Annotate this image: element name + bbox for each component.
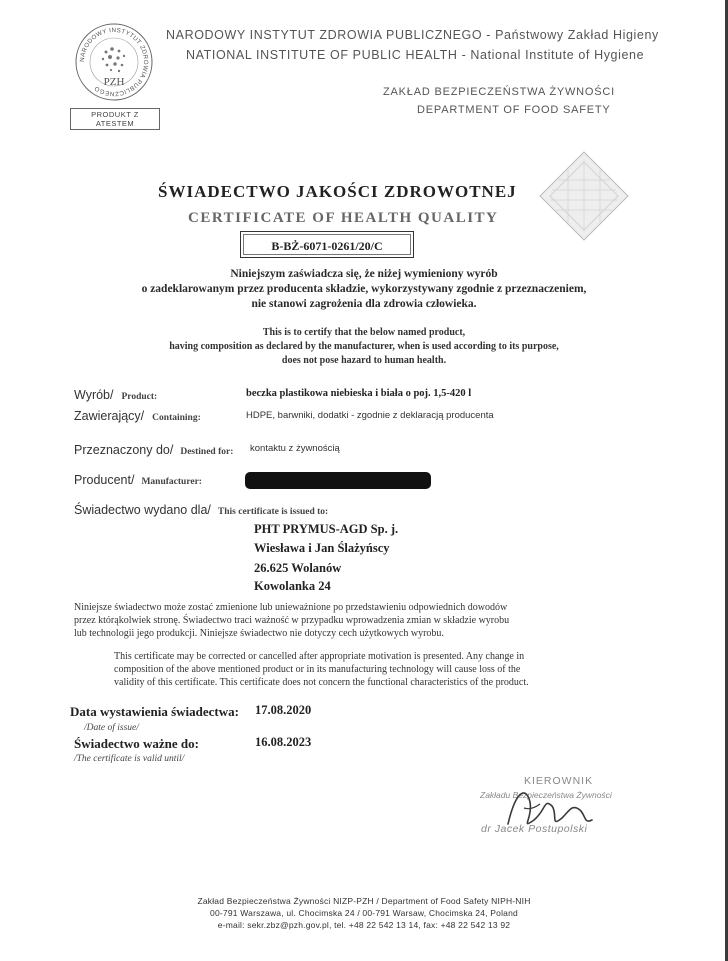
footer-line-2: 00-791 Warszawa, ul. Chocimska 24 / 00-791 Warsaw, Chocimska 24, Poland xyxy=(210,908,518,918)
certificate-title-pl: ŚWIADECTWO JAKOŚCI ZDROWOTNEJ xyxy=(158,182,517,201)
intro-pl-line-3: nie stanowi zagrożenia dla zdrowia człowieka. xyxy=(251,298,477,310)
issue-date-label: Data wystawienia świadectwa: xyxy=(70,704,239,719)
containing-label-en: Containing: xyxy=(152,413,201,423)
product-value: beczka plastikowa niebieska i biała o poj. 1,5-420 l xyxy=(246,388,472,399)
containing-label: Zawierający/ xyxy=(74,409,145,423)
header-line-1: NARODOWY INSTYTUT ZDROWIA PUBLICZNEGO - Państwowy Zakład Higieny xyxy=(166,28,659,42)
header-line-2: NATIONAL INSTITUTE OF PUBLIC HEALTH - National Institute of Hygiene xyxy=(186,48,645,62)
issued-to-label-en: This certificate is issued to: xyxy=(217,507,329,517)
destined-row xyxy=(74,441,233,459)
note-en-line-1: This certificate may be corrected or cancelled after appropriate motivation is presented. Any change in xyxy=(114,651,525,662)
holder-company: PHT PRYMUS-AGD Sp. j. xyxy=(254,522,399,536)
intro-pl-line-2: o zadeklarowanym przez producenta składzie, wykorzystywany zgodnie z przeznaczeniem, xyxy=(141,283,587,295)
stamp-name: dr Jacek Postupolski xyxy=(481,823,588,835)
footer-line-3: e-mail: sekr.zbz@pzh.gov.pl, tel. +48 22 542 13 14, fax: +48 22 542 13 92 xyxy=(217,920,511,930)
stamp-title: KIEROWNIK xyxy=(524,775,594,787)
department-en: DEPARTMENT OF FOOD SAFETY xyxy=(417,104,611,116)
valid-until-sub: /The certificate is valid until/ xyxy=(74,754,185,764)
department-pl: ZAKŁAD BEZPIECZEŃSTWA ŻYWNOŚCI xyxy=(383,86,616,98)
logo-mark: PZH xyxy=(103,76,125,88)
intro-en-line-3: does not pose hazard to human health. xyxy=(281,355,447,366)
valid-until-value: 16.08.2023 xyxy=(255,735,312,749)
signature xyxy=(500,780,610,840)
note-pl-line-1: Niniejsze świadectwo może zostać zmienione lub unieważnione po przedstawieniu odpowiednich dowodów xyxy=(74,602,508,613)
destined-label: Przeznaczony do/ xyxy=(74,443,174,457)
issue-date-sub: /Date of issue/ xyxy=(84,723,139,733)
intro-pl-line-1: Niniejszym zaświadcza się, że niżej wymieniony wyrób xyxy=(230,268,498,280)
note-pl-line-3: lub technologii jego produkcji. Niniejsze świadectwo nie dotyczy cech użytkowych wyrobu. xyxy=(74,628,444,639)
hologram-seal-icon xyxy=(538,150,630,242)
note-pl-line-2: przez którąkolwiek stronę. Świadectwo traci ważność w przypadku wprowadzenia zmian w składzie wyrobu xyxy=(74,615,510,626)
issued-to-row xyxy=(74,501,328,519)
certificate-number: B-BŻ-6071-0261/20/C xyxy=(271,239,383,253)
intro-en-line-2: having composition as declared by the manufacturer, when is used according to its purpose, xyxy=(169,341,559,352)
holder-names: Wiesława i Jan Ślażyńscy xyxy=(254,541,390,555)
valid-until-label: Świadectwo ważne do: xyxy=(74,736,199,751)
logo-ring-text: NARODOWY INSTYTUT ZDROWIA PUBLICZNEGO xyxy=(78,26,150,98)
issue-date-value: 17.08.2020 xyxy=(255,703,312,717)
certificate-number-box xyxy=(240,231,414,258)
certificate-title-en: CERTIFICATE OF HEALTH QUALITY xyxy=(188,210,499,226)
logo-caption: PRODUKT Z ATESTEM xyxy=(70,108,160,130)
product-label-en: Product: xyxy=(121,392,158,402)
pzh-logo xyxy=(74,22,154,102)
product-row xyxy=(74,386,157,404)
note-en-line-2: composition of the above mentioned product or in its manufacturing technology will cause loss of the xyxy=(114,664,521,675)
holder-street: Kowolanka 24 xyxy=(254,579,331,593)
destined-value: kontaktu z żywnością xyxy=(250,443,340,454)
holder-postal: 26.625 Wolanów xyxy=(254,561,342,575)
containing-value: HDPE, barwniki, dodatki - zgodnie z deklaracją producenta xyxy=(246,410,494,421)
manufacturer-row xyxy=(74,471,202,489)
destined-label-en: Destined for: xyxy=(180,447,234,457)
manufacturer-label-en: Manufacturer: xyxy=(141,477,202,487)
manufacturer-redacted xyxy=(245,472,431,489)
stamp-line: Zakładu Bezpieczeństwa Żywności xyxy=(480,790,612,800)
containing-row xyxy=(74,407,201,425)
issued-to-label: Świadectwo wydano dla/ xyxy=(74,503,211,517)
intro-en-line-1: This is to certify that the below named product, xyxy=(262,327,466,338)
manufacturer-label: Producent/ xyxy=(74,473,135,487)
note-en-line-3: validity of this certificate. This certificate does not concern the functional characteristics of the product. xyxy=(114,677,529,688)
product-label: Wyrób/ xyxy=(74,388,114,402)
footer-line-1: Zakład Bezpieczeństwa Żywności NIZP-PZH / Department of Food Safety NIPH-NIH xyxy=(197,896,531,906)
